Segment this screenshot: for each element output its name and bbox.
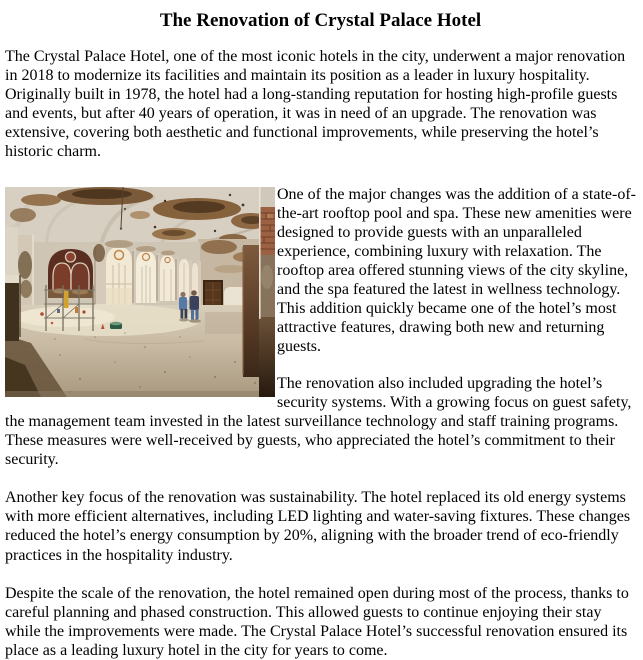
page-title: The Renovation of Crystal Palace Hotel	[159, 10, 482, 31]
paragraph-conclusion: Despite the scale of the renovation, the hotel remained open during most of the process, thanks to careful planning and phased construction. This allowed guests to continue enjoying their stay while the improvements were made. The Crystal Palace Hotel’s successful renovation ensured its place as a leading luxury hotel in the city for years to come.	[5, 584, 629, 659]
paragraph-rooftop	[5, 185, 636, 356]
ballroom-renovation-photo	[5, 187, 275, 397]
paragraph-rooftop-text: One of the major changes was the addition of a state-of-the-art rooftop pool and spa. These new amenities were designed to provide guests with an unparalleled experience, combining luxury with relaxation. The rooftop area offered stunning views of the city skyline, and the spa featured the latest in wellness technology. This addition quickly became one of the hotel’s most attractive features, drawing both new and returning guests.	[277, 185, 636, 356]
paragraph-sustainability: Another key focus of the renovation was sustainability. The hotel replaced its old energy systems with more efficient alternatives, including LED lighting and water-saving fixtures. These changes reduced the hotel’s energy consumption by 20%, aligning with the broader trend of eco-friendly practices in the hospitality industry.	[5, 489, 631, 564]
paragraph-intro: The Crystal Palace Hotel, one of the most iconic hotels in the city, underwent a major renovation in 2018 to modernize its facilities and maintain its position as a leader in luxury hospitality. Originally built in 1978, the hotel had a long-standing reputation for hosting high-profile guests and events, but after 40 years of operation, it was in need of an upgrade. The renovation was extensive, covering both aesthetic and functional improvements, while preserving the hotel’s historic charm.	[5, 47, 626, 160]
paragraph-security: The renovation also included upgrading the hotel’s security systems. With a growing focus on guest safety, the management team invested in the latest surveillance technology and staff training programs. These measures were well-received by guests, who appreciated the hotel’s commitment to their security.	[5, 375, 632, 469]
ballroom-photo-graphic	[5, 187, 275, 397]
